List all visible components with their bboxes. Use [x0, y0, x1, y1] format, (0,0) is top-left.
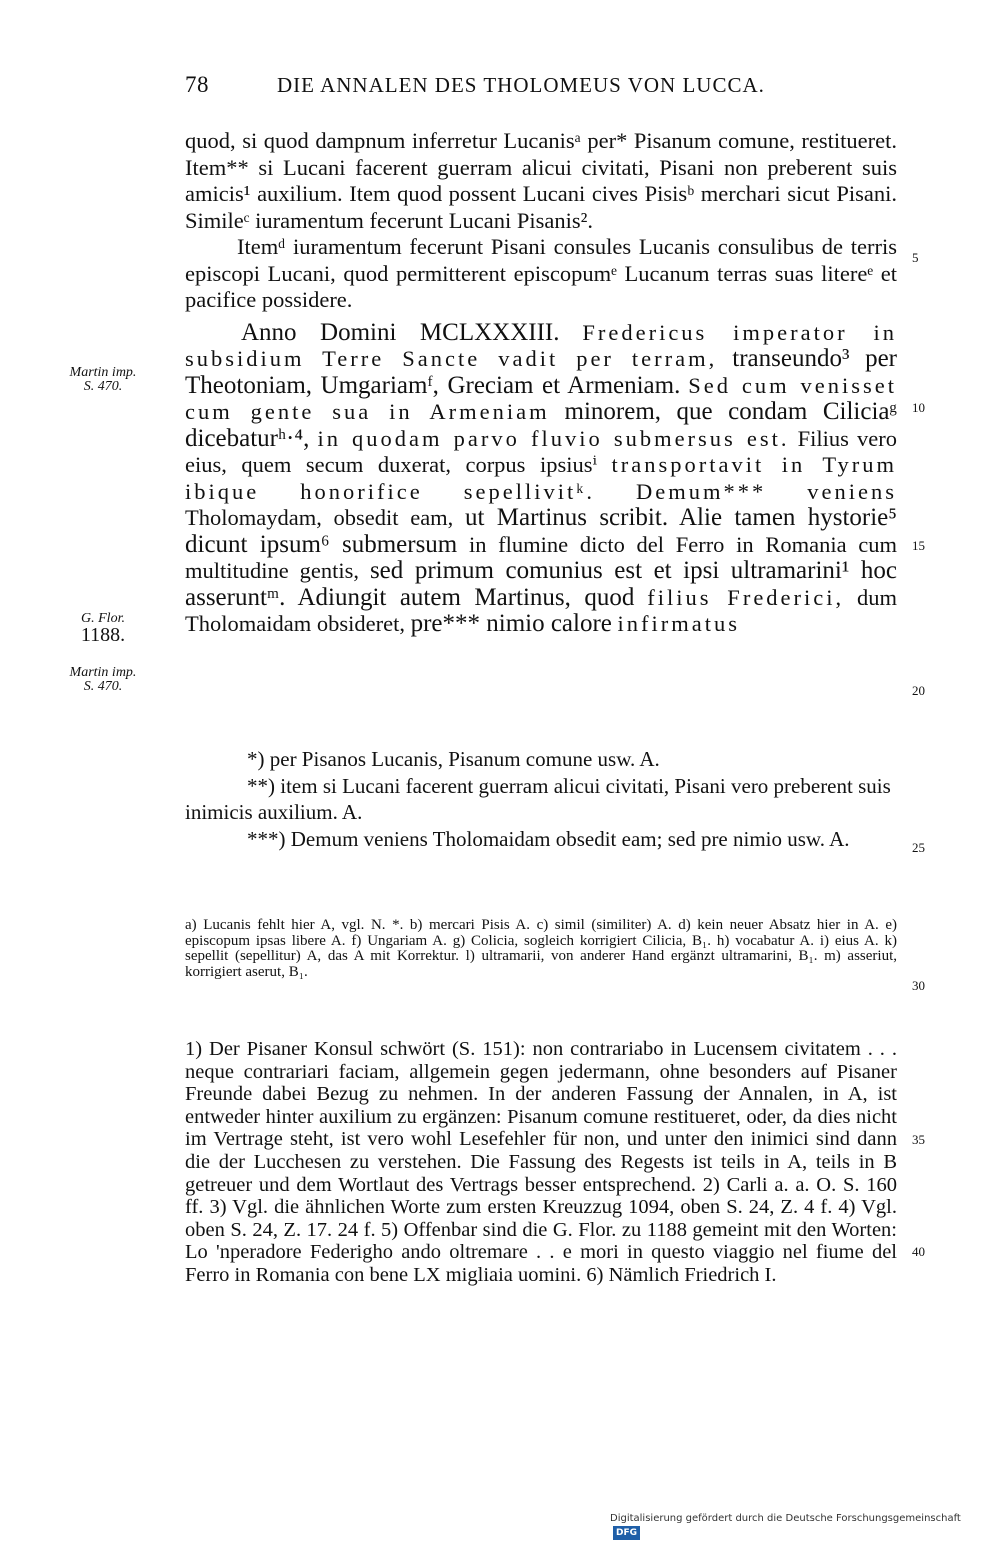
dfg-logo: DFG: [613, 1526, 640, 1540]
text-segment: sed primum comunius est et ipsi ultramarini¹ hoc asseruntᵐ. Adiungit autem Martinus, quod: [185, 557, 897, 611]
text-segment: transeundo³ per Theotoniam, Umgariamᶠ, Greciam et Armeniam.: [185, 345, 897, 399]
commentary-footnotes: 1) Der Pisaner Konsul schwört (S. 151): non contrariabo in Lucensem civitatem . . . neque contrariari faciam, allgemein gegen jedermann, ohne besonders auf Pisaner Freunde dabei Bezug zu nehmen. In der anderen Fassung der Annalen, in A, ist entweder hinter auxilium zu ergänzen: Pisanum comune restitueret, oder, da dies nicht im Vertrage steht, ist vero wohl Lesefehler für non, und unter den inimici sind dann die der Lucchesen zu verstehen. Die Fassung des Regests ist teils in A, teils in B getreuer und dem Wortlaut des Vertrags besser entsprechend. 2) Carli a. a. O. S. 160 ff. 3) Vgl. die ähnlichen Worte zum ersten Kreuzzug 1094, oben S. 24, Z. 4 f. 4) Vgl. oben S. 24, Z. 17. 24 f. 5) Offenbar sind die G. Flor. zu 1188 gemeint mit den Worten: Lo 'nperadore Federigho ando oltremare . . e mori in questo viaggio nel fiume del Ferro in Romania con bene LX migliaia uomini. 6) Nämlich Friedrich I.: [185, 1038, 897, 1286]
line-number-30: 30: [912, 978, 925, 993]
text-segment: Fredericus imperator in subsidium Terre Sancte vadit per terram,: [185, 319, 897, 371]
textual-apparatus: a) Lucanis fehlt hier A, vgl. N. *. b) mercari Pisis A. c) simil (similiter) A. d) kein neuer Absatz hier in A. e) episcopum ipsas libere A. f) Ungariam A. g) Colicia, sogleich korrigiert Cilicia, B₁. h) vocabatur A. i) eius A. k) sepellit (sepellitur) A, das A mit Korrektur. l) ultramarii, von anderer Hand ergänzt ultramarini, B₁. m) asseriut, korrigiert aserut, B₁.: [185, 917, 897, 980]
marginal-note-line: G. Flor.: [81, 611, 125, 626]
main-text: [185, 128, 897, 638]
marginal-note-line: S. 470.: [83, 379, 123, 394]
marginal-note-martin-1: [44, 366, 162, 394]
marginal-note-line: Martin imp.: [69, 665, 137, 680]
digitization-credit: [610, 1512, 990, 1538]
text-segment: Filius vero eius, quem secum duxerat, corpus ipsiusⁱ: [185, 425, 898, 477]
text-segment: in quodam parvo fluvio submersus est.: [317, 425, 790, 451]
paragraph-2: Itemᵈ iuramentum fecerunt Pisani consules Lucanis consulibus de terris episcopi Lucani, quod permitterent episcopumᵉ Lucanum terras suas litereᵉ et pacifice possidere.: [185, 234, 897, 312]
critical-note-3: ***) Demum veniens Tholomaidam obsedit eam; sed pre nimio usw. A.: [247, 826, 850, 851]
line-number-5: 5: [912, 250, 919, 265]
text-segment: infirmatus: [617, 611, 741, 636]
paragraph-3: [185, 320, 897, 638]
text-segment: ut Martinus scribit. Alie tamen hystorie⁵ dicunt ipsum⁶ submersum: [185, 504, 897, 558]
running-title: DIE ANNALEN DES THOLOMEUS VON LUCCA.: [277, 73, 765, 97]
text-segment: in flumine dicto del Ferro in Romania cum multitudine gentis,: [185, 531, 897, 583]
page-number: 78: [185, 72, 209, 97]
line-number-35: 35: [912, 1132, 925, 1147]
text-segment: Sed cum venisset cum gente sua in Armeniam: [185, 372, 897, 424]
text-segment: pre*** nimio calore: [410, 610, 612, 637]
anno-heading: Anno Domini MCLXXXIII.: [241, 318, 560, 346]
line-number-25: 25: [912, 840, 925, 855]
marginal-note-line: 1188.: [80, 624, 126, 646]
critical-notes: [185, 746, 897, 852]
line-number-40: 40: [912, 1244, 925, 1259]
text-segment: Tholomaydam, obsedit eam,: [185, 505, 454, 530]
digitization-credit-text: Digitalisierung gefördert durch die Deutsche Forschungsgemeinschaft: [610, 1513, 961, 1524]
text-segment: filius Frederici,: [647, 584, 845, 610]
marginal-note-line: Martin imp.: [69, 365, 137, 380]
critical-note-1: *) per Pisanos Lucanis, Pisanum comune usw. A.: [247, 747, 660, 771]
text-segment: dum Tholomaidam obsideret,: [185, 584, 898, 636]
page-header: [185, 72, 905, 106]
marginal-note-line: S. 470.: [83, 679, 123, 694]
line-number-15: 15: [912, 538, 925, 553]
line-number-10: 10: [912, 400, 925, 415]
paragraph-1: quod, si quod dampnum inferretur Lucanisᵃ per* Pisanum comune, restitueret. Item** si Lucani facerent guerram alicui civitati, Pisani non preberent suis amicis¹ auxilium. Item quod possent Lucani cives Pisisᵇ merchari sicut Pisani. Simileᶜ iuramentum fecerunt Lucani Pisanis².: [185, 128, 897, 233]
text-segment: minorem, que condam Ciliciaᵍ dicebaturʰ·⁴,: [185, 398, 898, 452]
line-number-20: 20: [912, 683, 925, 698]
text-segment: transportavit in Tyrum ibique honorifice sepellivitᵏ. Demum*** veniens: [185, 452, 898, 504]
marginal-note-martin-2: [44, 666, 162, 694]
marginal-note-gflor: [44, 612, 162, 644]
critical-note-2: **) item si Lucani facerent guerram alicui civitati, Pisani vero preberent suis inimicis auxilium. A.: [185, 773, 891, 824]
